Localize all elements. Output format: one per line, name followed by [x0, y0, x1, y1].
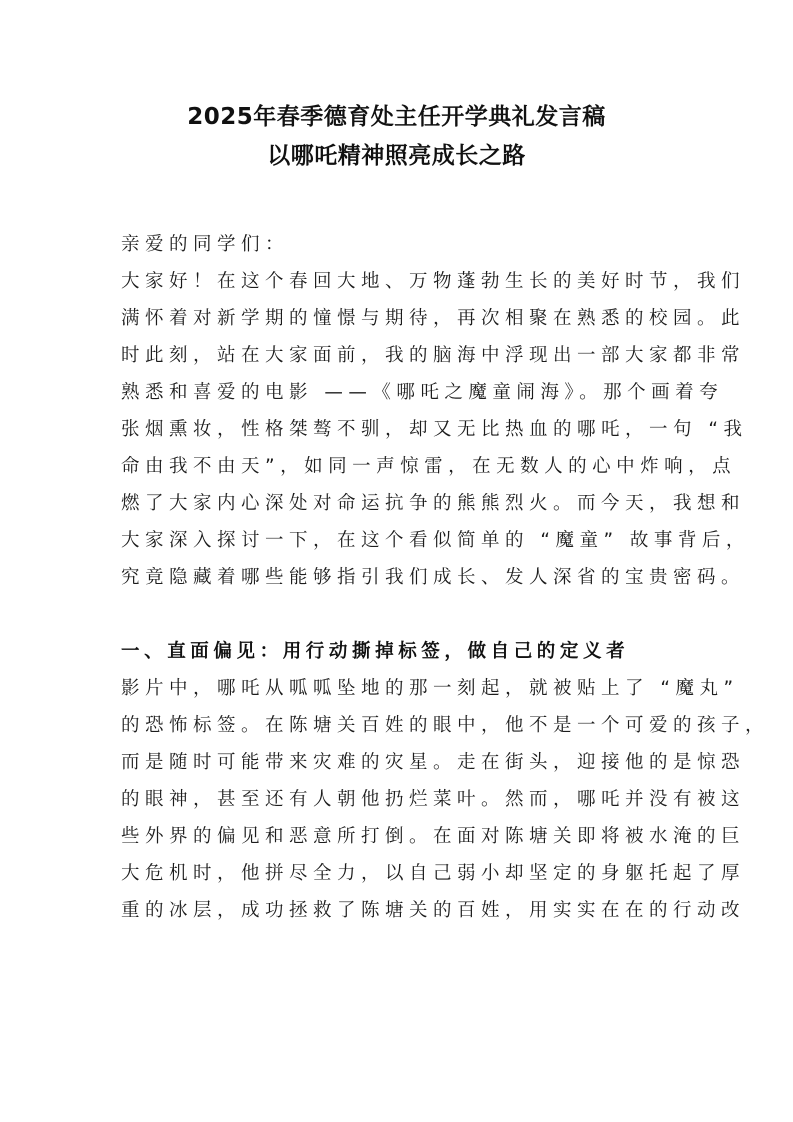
document-body: [121, 226, 770, 929]
paragraph-line: 的恐怖标签。在陈塘关百姓的眼中，他不是一个可爱的孩子，: [121, 715, 770, 736]
paragraph-spacer: [121, 596, 674, 633]
intro-paragraph: [121, 263, 750, 596]
paragraph-line: 燃了大家内心深处对命运抗争的熊熊烈火。而今天，我想和: [121, 493, 746, 514]
paragraph-line: 些外界的偏见和恶意所打倒。在面对陈塘关即将被水淹的巨: [121, 826, 746, 847]
paragraph-line: 重的冰层，成功拯救了陈塘关的百姓，用实实在在的行动改: [121, 900, 746, 921]
paragraph-line: 张烟熏妆，性格桀骜不驯，却又无比热血的哪吒，一句 “我: [121, 419, 748, 440]
section-heading: 一、直面偏见：用行动撕掉标签，做自己的定义者: [121, 641, 630, 662]
paragraph-line: 的眼神，甚至还有人朝他扔烂菜叶。然而，哪吒并没有被这: [121, 789, 746, 810]
paragraph-line: 大危机时，他拼尽全力，以自己弱小却坚定的身躯托起了厚: [121, 863, 746, 884]
paragraph-line: 究竟隐藏着哪些能够指引我们成长、发人深省的宝贵密码。: [121, 567, 746, 588]
paragraph-line: 命由我不由天”，如同一声惊雷，在无数人的心中炸响，点: [121, 456, 737, 477]
section-1: [121, 633, 770, 929]
paragraph-line: 时此刻，站在大家面前，我的脑海中浮现出一部大家都非常: [121, 345, 746, 366]
title-main: 2025年春季德育处主任开学典礼发言稿: [187, 104, 606, 130]
paragraph-line: 熟悉和喜爱的电影 ——《哪吒之魔童闹海》。那个画着夸: [121, 382, 724, 403]
salutation: 亲爱的同学们：: [121, 234, 290, 255]
paragraph-line: 大家深入探讨一下，在这个看似简单的 “魔童” 故事背后，: [121, 530, 750, 551]
document-title: [0, 98, 793, 176]
title-subtitle: 以哪吒精神照亮成长之路: [267, 143, 526, 169]
paragraph-line: 而是随时可能带来灾难的灾星。走在街头，迎接他的是惊恐: [121, 752, 746, 773]
paragraph-line: 满怀着对新学期的憧憬与期待，再次相聚在熟悉的校园。此: [121, 308, 746, 329]
paragraph-line: 影片中，哪吒从呱呱坠地的那一刻起，就被贴上了 “魔丸”: [121, 678, 739, 699]
paragraph-line: 大家好！在这个春回大地、万物蓬勃生长的美好时节，我们: [121, 271, 746, 292]
